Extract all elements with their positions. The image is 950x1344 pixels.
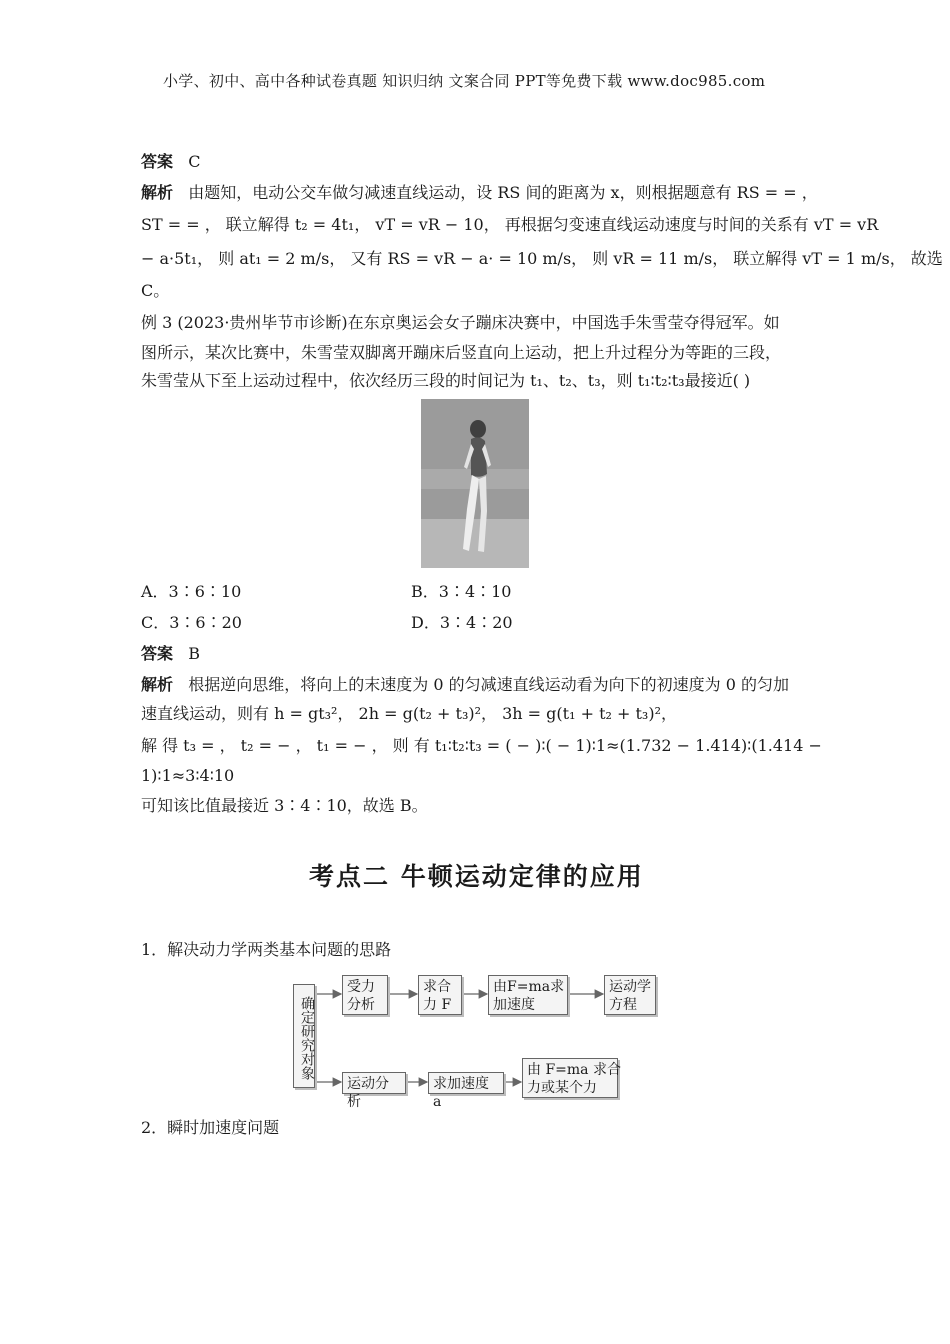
page-header: 小学、初中、高中各种试卷真题 知识归纳 文案合同 PPT等免费下载 www.doc985.com: [163, 72, 766, 90]
answer-label: 答案: [141, 644, 174, 663]
analysis-text-1: 由题知，电动公交车做匀减速直线运动，设 RS 间的距离为 x，则根据题意有 RS = = ，: [188, 183, 818, 202]
analysis-label: 解析: [141, 183, 174, 202]
analysis2-line-3: 解 得 t₃ = ， t₂ = − ， t₁ = − ， 则 有 t₁∶t₂∶t₃ = ( − )∶( − 1)∶1≈(1.732 − 1.414)∶(1.414 −: [141, 736, 822, 755]
flow-force-analysis: 受力 分析: [342, 975, 388, 1015]
section-item-2: 2．瞬时加速度问题: [141, 1118, 280, 1137]
answer-value: B: [188, 644, 201, 663]
analysis-line-2: ST = = ， 联立解得 t₂ = 4t₁， vT = vR − 10， 再根据匀变速直线运动速度与时间的关系有 vT = vR: [141, 215, 879, 234]
analysis-line-3: − a·5t₁， 则 at₁ = 2 m/s， 又有 RS = vR − a· = 10 m/s， 则 vR = 11 m/s， 联立解得 vT = 1 m/s， 故选: [141, 249, 943, 268]
option-d: D．3∶4∶20: [411, 613, 513, 632]
flow-motion-analysis: 运动分析: [342, 1072, 406, 1094]
option-a: A．3∶6∶10: [141, 582, 242, 601]
flow-net-force: 求合 力 F: [418, 975, 462, 1015]
analysis2-line-2: 速直线运动，则有 h = gt₃²， 2h = g(t₂ + t₃)²， 3h = g(t₁ + t₂ + t₃)²，: [141, 704, 678, 723]
option-b: B．3∶4∶10: [411, 582, 512, 601]
analysis2-text-1: 根据逆向思维，将向上的末速度为 0 的匀减速直线运动看为向下的初速度为 0 的匀加: [188, 675, 789, 694]
section-title: 考点二 牛顿运动定律的应用: [309, 862, 644, 891]
option-c: C．3∶6∶20: [141, 613, 242, 632]
example3-line-2: 图所示，某次比赛中，朱雪莹双脚离开蹦床后竖直向上运动，把上升过程分为等距的三段，: [141, 343, 782, 362]
analysis2-line-5: 可知该比值最接近 3∶4∶10，故选 B。: [141, 796, 428, 815]
flow-find-force: 由 F=ma 求合 力或某个力: [522, 1058, 618, 1098]
analysis2-line-4: 1)∶1≈3∶4∶10: [141, 766, 235, 785]
example3-line-1: 例 3 (2023·贵州毕节市诊断)在东京奥运会女子蹦床决赛中，中国选手朱雪莹夺得冠军。如: [141, 313, 780, 332]
flow-kinematics: 运动学 方程: [604, 975, 656, 1015]
flow-find-accel: 求加速度 a: [428, 1072, 504, 1094]
flow-accel-from-force: 由F=ma求 加速度: [488, 975, 568, 1015]
analysis-label: 解析: [141, 675, 174, 694]
example3-line-3: 朱雪莹从下至上运动过程中，依次经历三段的时间记为 t₁、t₂、t₃，则 t₁∶t₂∶t₃最接近( ): [141, 371, 751, 390]
flow-start-box: 确定研究对象: [293, 984, 315, 1088]
answer-value: C: [188, 152, 201, 171]
answer-label: 答案: [141, 152, 174, 171]
analysis-line-4: C。: [141, 281, 170, 300]
section-item-1: 1．解决动力学两类基本问题的思路: [141, 940, 392, 959]
